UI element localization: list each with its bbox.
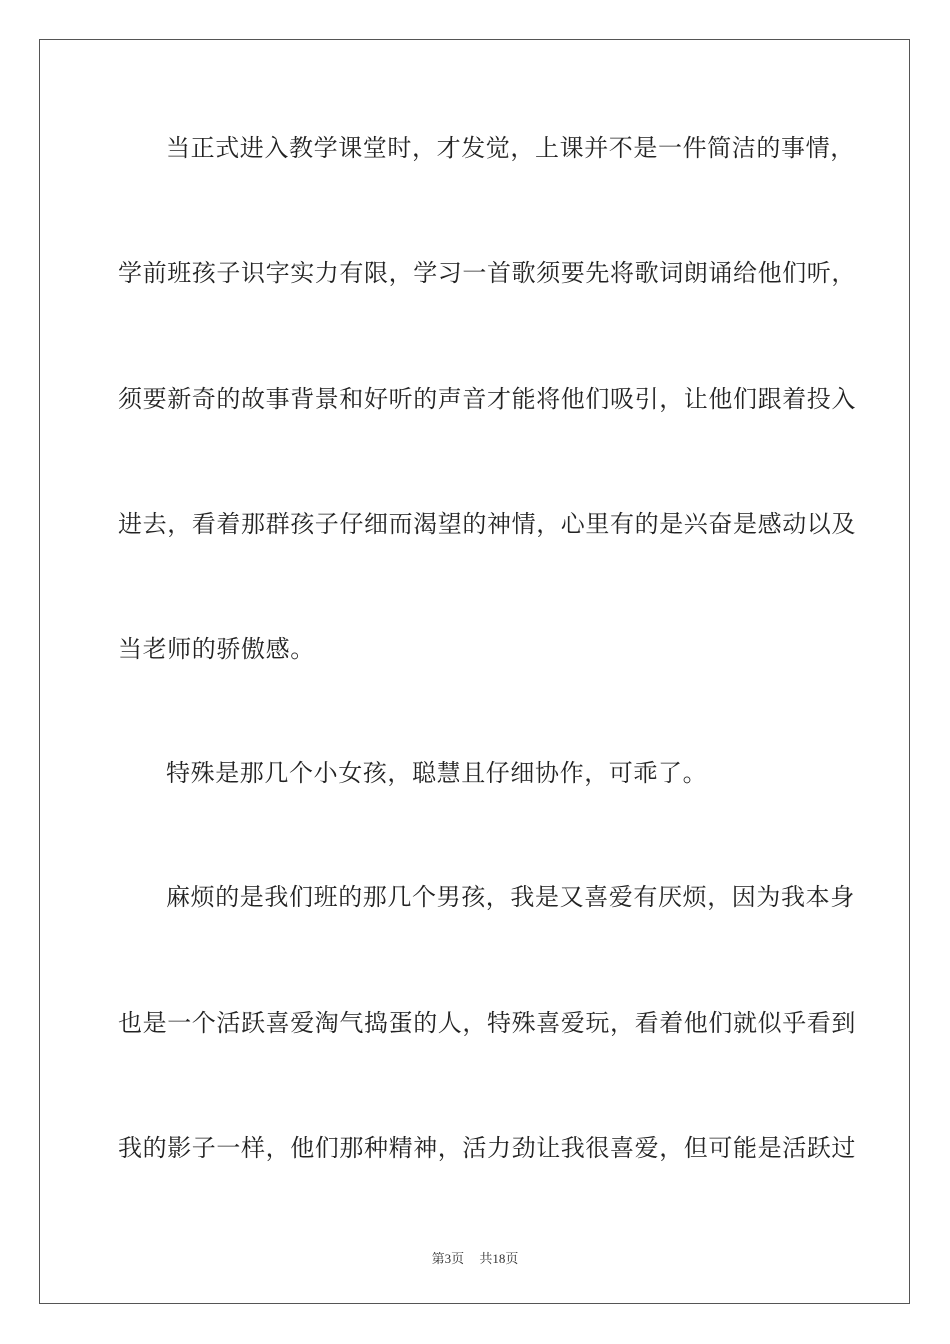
text-line-2: 学前班孩子识字实力有限，学习一首歌须要先将歌词朗诵给他们听， <box>118 259 856 287</box>
page-footer <box>0 1248 950 1267</box>
page-border <box>39 39 910 1304</box>
text-line-5: 当老师的骄傲感。 <box>118 635 315 663</box>
text-line-8: 也是一个活跃喜爱淘气捣蛋的人，特殊喜爱玩，看着他们就似乎看到 <box>118 1009 856 1037</box>
page-number: 第3页 <box>431 1251 465 1266</box>
text-line-3: 须要新奇的故事背景和好听的声音才能将他们吸引，让他们跟着投入 <box>118 385 856 413</box>
text-line-7: 麻烦的是我们班的那几个男孩，我是又喜爱有厌烦，因为我本身 <box>166 883 855 911</box>
text-line-6: 特殊是那几个小女孩，聪慧且仔细协作，可乖了。 <box>166 759 708 787</box>
text-line-4: 进去，看着那群孩子仔细而渴望的神情，心里有的是兴奋是感动以及 <box>118 510 856 538</box>
text-line-9: 我的影子一样，他们那种精神，活力劲让我很喜爱，但可能是活跃过 <box>118 1134 856 1162</box>
text-line-1: 当正式进入教学课堂时，才发觉，上课并不是一件简洁的事情， <box>166 134 855 162</box>
page-total: 共18页 <box>479 1251 519 1266</box>
